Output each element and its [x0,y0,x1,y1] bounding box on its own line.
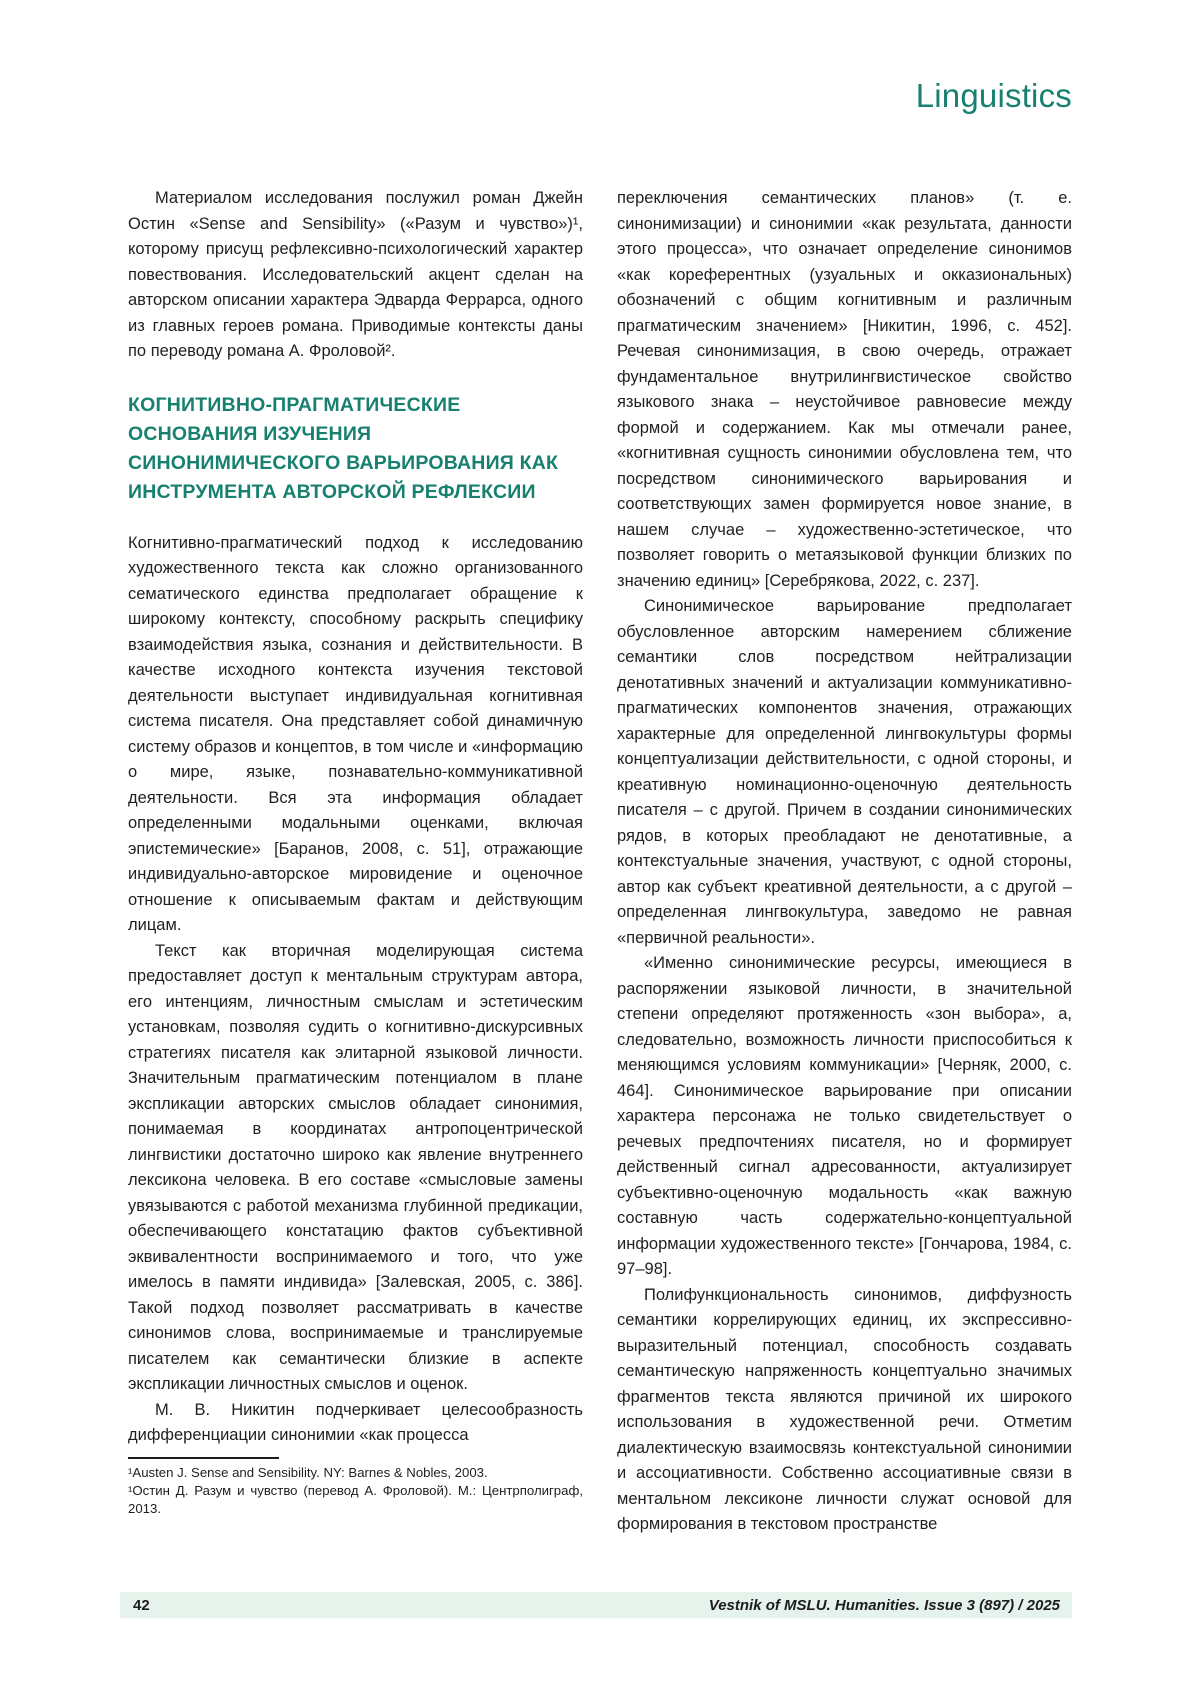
left-column [128,186,583,1538]
paragraph: переключения семантических планов» (т. е. синонимизации) и синонимии «как результата, данности этого процесса», что означает определение синонимов «как кореферентных (узуальных и окказиональных) обозначений с общим когнитивным и различным прагматическим значением» [Никитин, 1996, с. 452]. Речевая синонимизация, в свою очередь, отражает фундаментальное внутрилингвистическое свойство языкового знака – неустойчивое равновесие между формой и содержанием. Как мы отмечали ранее, «когнитивная сущность синонимии обусловлена тем, что посредством синонимического варьирования и соответствующих замен формируется новое знание, в нашем случае – художественно-эстетическое, что позволяет говорить о метаязыковой функции близких по значению единиц» [Серебрякова, 2022, с. 237]. [617,189,1072,590]
paragraph: Синонимическое варьирование предполагает обусловленное авторским намерением сближение семантики слов посредством нейтрализации денотативных значений и актуализации коммуникативно-прагматических компонентов значения, отражающих характерные для определенной лингвокультуры формы концептуализации действительности, с одной стороны, и креативную номинационно-оценочную деятельность писателя – с другой. Причем в создании синонимических рядов, в которых преобладают не денотативные, а контекстуальные значения, участвуют, с одной стороны, автор как субъект креативной деятельности, а с другой – определенная лингвокультура, заведомо не равная «первичной реальности». [617,597,1072,947]
footnotes-block [128,1457,583,1518]
heading-line: ОСНОВАНИЯ ИЗУЧЕНИЯ [128,422,372,445]
article-body [128,186,1072,1538]
paragraph: Полифункциональность синонимов, диффузность семантики коррелирующих единиц, их экспрессивно-выразительный потенциал, способность создавать семантическую напряженность концептуально значимых фрагментов текста являются причиной их широкого использования в художественной речи. Отметим диалектическую взаимосвязь контекстуальной синонимии и ассоциативности. Собственно ассоциативные связи в ментальном лексиконе личности служат основой для формирования в текстовом пространстве [617,1285,1072,1533]
page-footer [120,1592,1072,1618]
heading-line: СИНОНИМИЧЕСКОГО ВАРЬИРОВАНИЯ КАК [128,451,559,474]
footnote: ¹Остин Д. Разум и чувство (перевод А. Фроловой). М.: Центрполиграф, 2013. [128,1482,583,1516]
running-head-section: Linguistics [915,77,1072,114]
heading-line: КОГНИТИВНО-ПРАГМАТИЧЕСКИЕ [128,393,461,416]
paragraph: «Именно синонимические ресурсы, имеющиеся в распоряжении языковой личности, в значительной степени определяют протяженность «зон выбора», а, следовательно, возможность личности приспособиться к меняющимся условиям коммуникации» [Черняк, 2000, с. 464]. Синонимическое варьирование при описании характера персонажа не только свидетельствует о речевых предпочтениях писателя, но и формирует действенный сигнал адресованности, актуализирует субъективно-оценочную модальность «как важную составную часть содержательно-концептуальной информации художественного тексте» [Гончарова, 1984, с. 97–98]. [617,954,1072,1278]
paragraph: Текст как вторичная моделирующая система предоставляет доступ к ментальным структурам автора, его интенциям, личностным смыслам и эстетическим установкам, позволяя судить о когнитивно-дискурсивных стратегиях писателя как элитарной языковой личности. Значительным прагматическим потенциалом в плане экспликации авторских смыслов обладает синонимия, понимаемая в координатах антропоцентрической лингвистики достаточно широко как явление внутреннего лексикона человека. В его составе «смысловые замены увязываются с работой механизма глубинной предикации, обеспечивающего констатацию фактов субъективной эквивалентности воспринимаемого и того, что уже имелось в памяти индивида» [Залевская, 2005, с. 386]. Такой подход позволяет рассматривать в качестве синонимов слова, воспринимаемые и транслируемые писателем как семантически близкие в аспекте экспликации личностных смыслов и оценок. [128,941,583,1393]
heading-line: ИНСТРУМЕНТА АВТОРСКОЙ РЕФЛЕКСИИ [128,480,536,503]
paragraph: Когнитивно-прагматический подход к исследованию художественного текста как сложно организованного сематического единства предполагает обращение к широкому контексту, способному раскрыть специфику взаимодействия языка, сознания и действительности. В качестве исходного контекста изучения текстовой деятельности выступает индивидуальная когнитивная система писателя. Она представляет собой динамичную систему образов и концептов, в том числе и «информацию о мире, языке, познавательно-коммуникативной деятельности. Вся эта информация обладает определенными модальными оценками, включая эпистемические» [Баранов, 2008, с. 51], отражающие индивидуально-авторское мировидение и оценочное отношение к описываемым фактам и действующим лицам. [128,533,583,934]
footnote: ¹Austen J. Sense and Sensibility. NY: Barnes & Nobles, 2003. [128,1464,488,1480]
footnote-divider [128,1457,279,1459]
page-number: 42 [133,1596,150,1614]
journal-title: Vestnik of MSLU. Humanities. Issue 3 (897) / 2025 [708,1596,1060,1614]
right-column [617,186,1072,1538]
paragraph: М. В. Никитин подчеркивает целесообразность дифференциации синонимии «как процесса [128,1400,583,1444]
paragraph: Материалом исследования послужил роман Джейн Остин «Sense and Sensibility» («Разум и чувство»)¹, которому присущ рефлексивно-психологический характер повествования. Исследовательский акцент сделан на авторском описании характера Эдварда Феррарса, одного из главных героев романа. Приводимые контексты даны по переводу романа А. Фроловой². [128,189,583,360]
section-heading [128,391,583,507]
